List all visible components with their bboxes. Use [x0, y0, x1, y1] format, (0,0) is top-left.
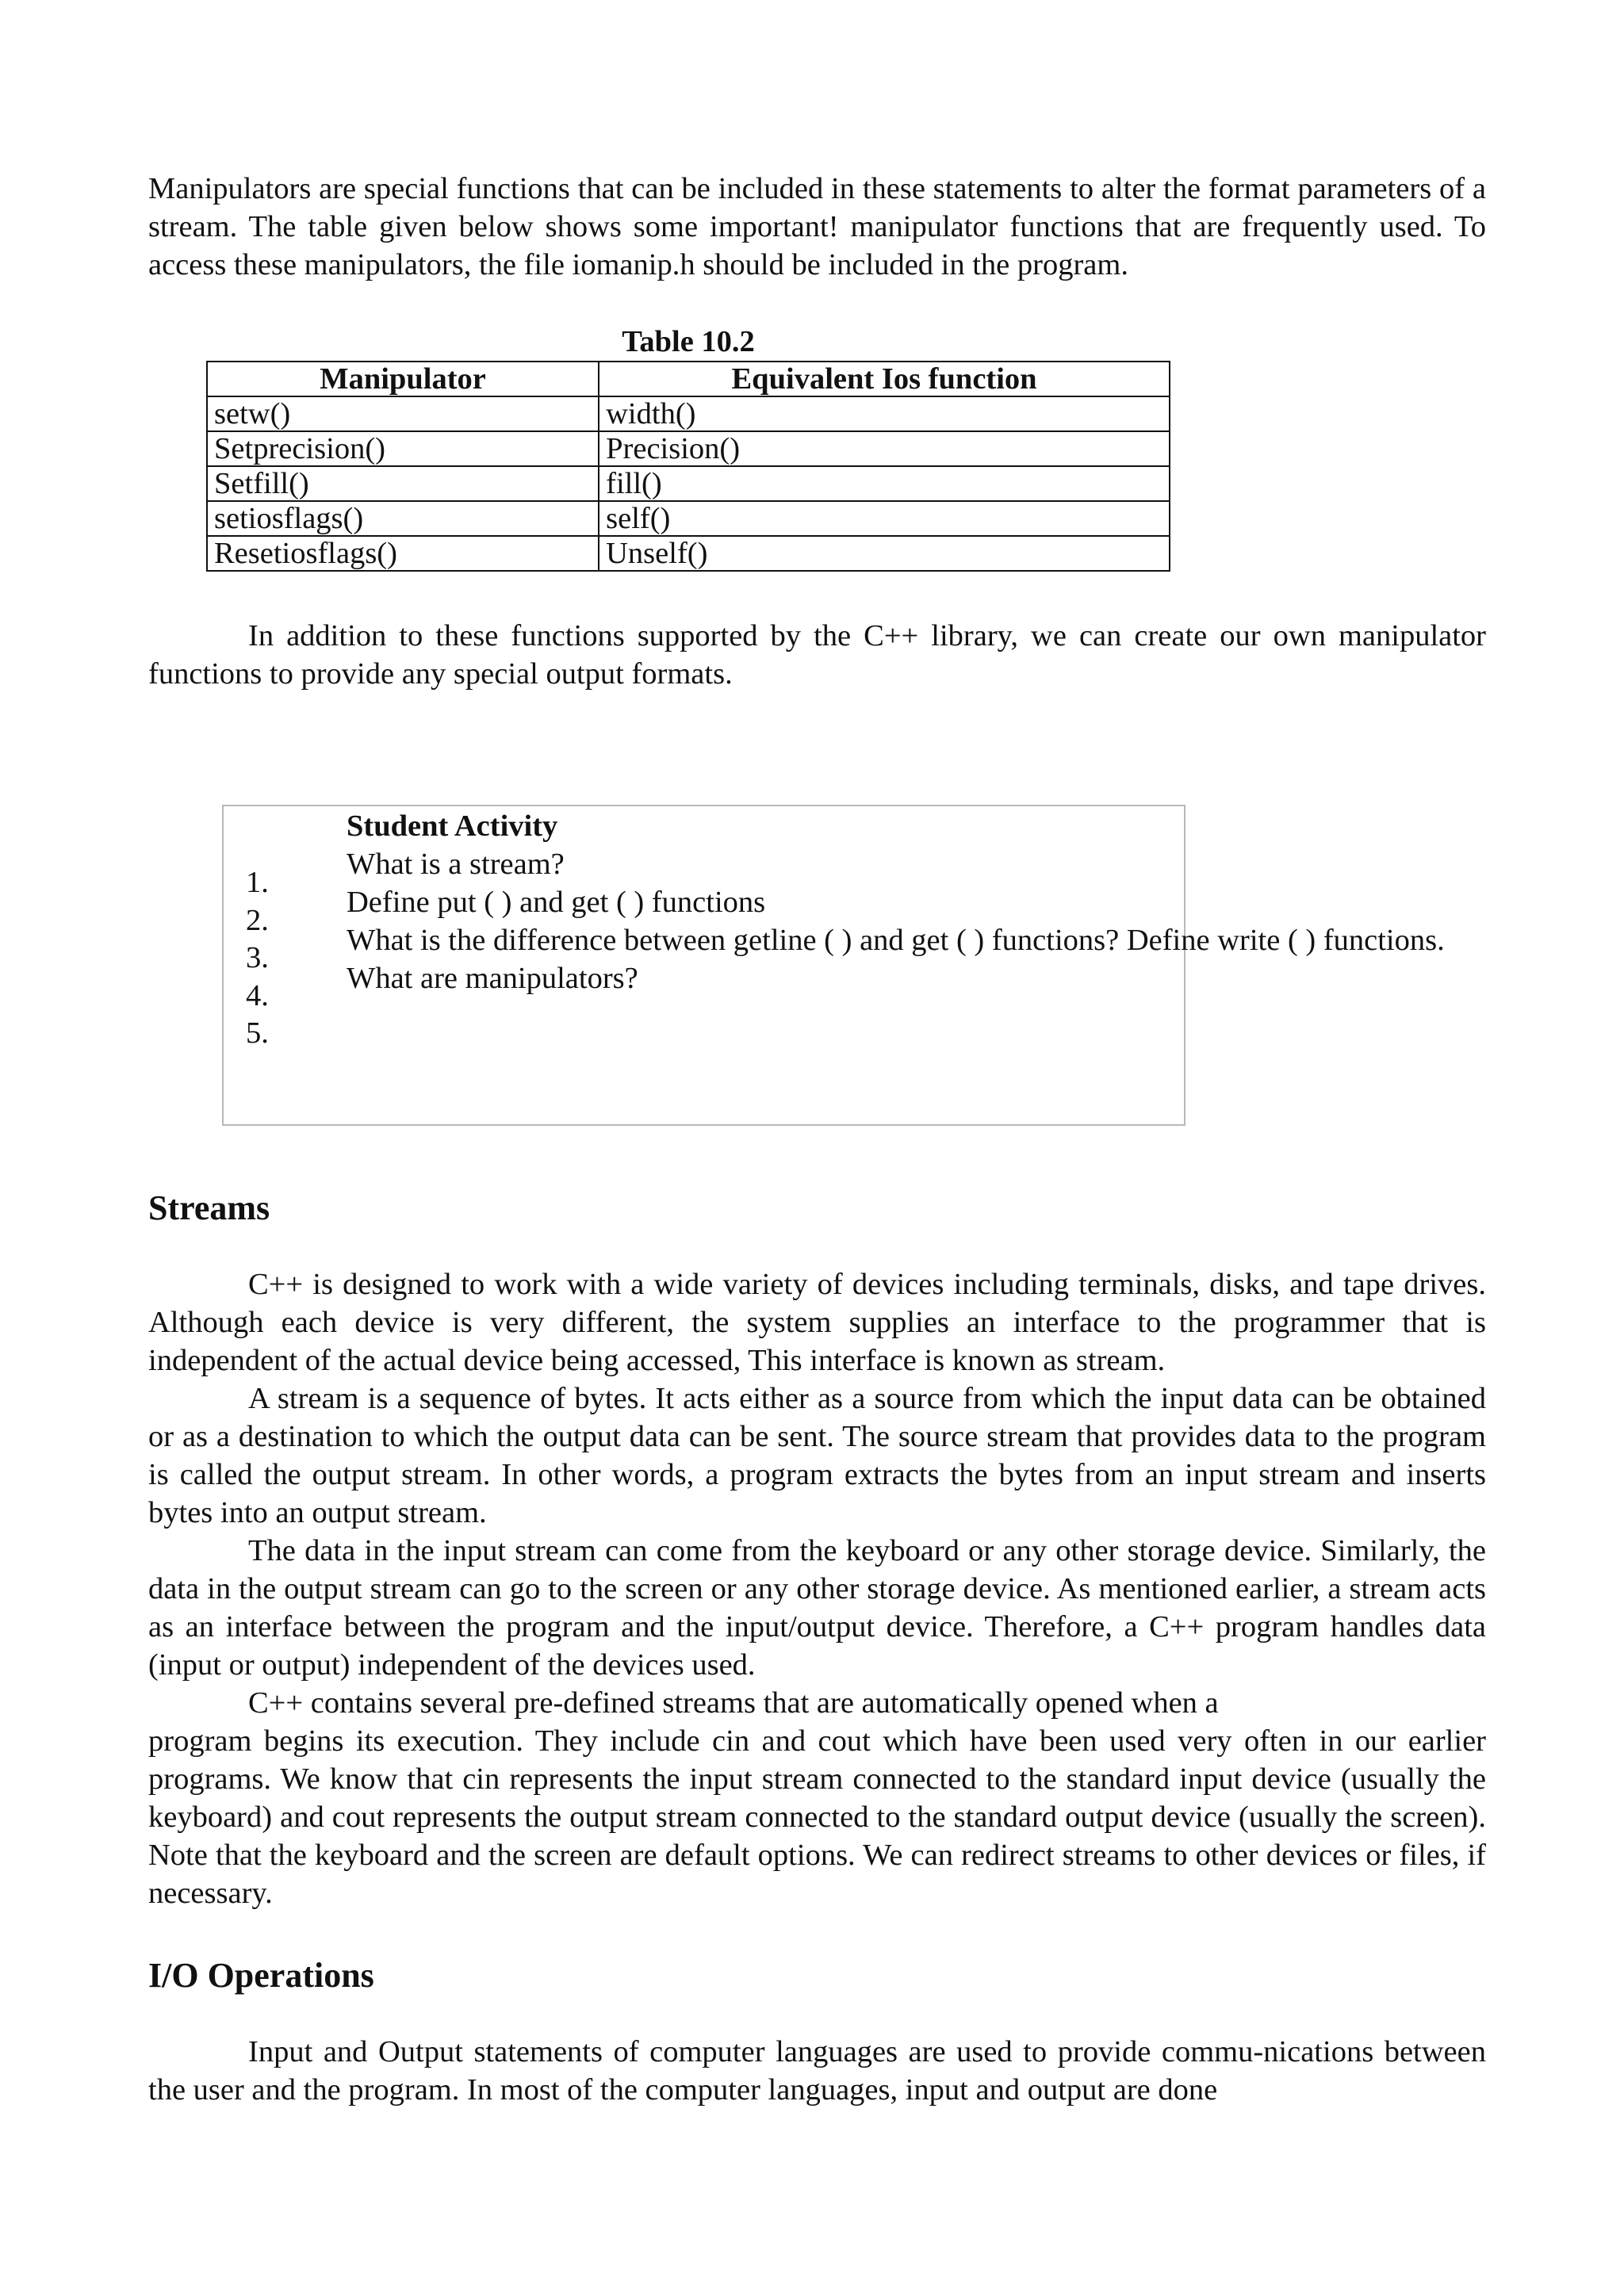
table-row	[207, 466, 1170, 501]
io-operations-paragraph: Input and Output statements of computer languages are used to provide commu-nications between the user and the program. In most of the computer languages, input and output are done	[148, 2035, 1486, 2107]
table-row	[207, 431, 1170, 466]
table-row	[207, 396, 1170, 431]
streams-paragraph-4: C++ contains several pre-defined streams that are automatically opened when a	[248, 1686, 1219, 1720]
table-header-row	[207, 362, 1170, 396]
table-cell-ios-function: Precision()	[599, 431, 1170, 466]
table-row	[207, 501, 1170, 536]
student-activity-questions	[347, 845, 1445, 997]
table-header-manipulator: Manipulator	[207, 362, 599, 396]
streams-paragraph-2: A stream is a sequence of bytes. It acts either as a source from which the input data can be obtained or as a destination to which the output data can be sent. The source stream that provides data to the program is called the output stream. In other words, a program extracts the bytes from an input stream and inserts bytes into an output stream.	[148, 1382, 1486, 1529]
addition-paragraph: In addition to these functions supported by the C++ library, we can create our own manipulator functions to provide any special output formats.	[148, 619, 1486, 691]
streams-paragraph-1: C++ is designed to work with a wide variety of devices including terminals, disks, and tape drives. Although each device is very different, the system supplies an interface to the programmer that is independent of the actual device being accessed, This interface is known as stream.	[148, 1268, 1486, 1377]
table-cell-manipulator: setw()	[207, 396, 599, 431]
table-cell-ios-function: self()	[599, 501, 1170, 536]
list-item: Define put ( ) and get ( ) functions	[347, 886, 766, 919]
table-header-ios-function: Equivalent Ios function	[599, 362, 1170, 396]
list-item-number: 4.	[246, 978, 269, 1012]
manipulator-table	[206, 361, 1170, 572]
table-cell-ios-function: width()	[599, 396, 1170, 431]
list-item: What is a stream?	[347, 848, 565, 881]
table-cell-manipulator: setiosflags()	[207, 501, 599, 536]
table-cell-manipulator: Resetiosflags()	[207, 536, 599, 571]
list-item-number: 2.	[246, 903, 269, 937]
table-cell-manipulator: Setprecision()	[207, 431, 599, 466]
streams-paragraph-5: program begins its execution. They include cin and cout which have been used very often in our earlier programs. We know that cin represents the input stream connected to the standard input device (usually the keyboard) and cout represents the output stream connected to the standard output device (usually the screen). Note that the keyboard and the screen are default options. We can redirect streams to other devices or files, if necessary.	[148, 1724, 1486, 1910]
list-item-number: 3.	[246, 941, 269, 974]
table-caption: Table 10.2	[622, 325, 755, 358]
list-item: What are manipulators?	[347, 962, 638, 995]
list-item-number: 1.	[246, 866, 269, 899]
intro-paragraph: Manipulators are special functions that can be included in these statements to alter the format parameters of a stream. The table given below shows some important! manipulator functions that are frequently used. To access these manipulators, the file iomanip.h should be included in the program.	[148, 172, 1486, 281]
list-item-number: 5.	[246, 1016, 269, 1050]
streams-heading: Streams	[148, 1188, 270, 1227]
student-activity-title: Student Activity	[347, 809, 558, 843]
streams-paragraph-3: The data in the input stream can come from the keyboard or any other storage device. Similarly, the data in the output stream can go to the screen or any other storage device. As mentioned earlier, a stream acts as an interface between the program and the input/output device. Therefore, a C++ program handles data (input or output) independent of the devices used.	[148, 1534, 1486, 1682]
table-cell-ios-function: fill()	[599, 466, 1170, 501]
student-activity-numbers	[246, 864, 269, 1053]
table-cell-ios-function: Unself()	[599, 536, 1170, 571]
table-row	[207, 536, 1170, 571]
list-item: What is the difference between getline ( ) and get ( ) functions? Define write ( ) functions.	[347, 924, 1445, 957]
table-cell-manipulator: Setfill()	[207, 466, 599, 501]
io-operations-heading: I/O Operations	[148, 1956, 374, 1995]
